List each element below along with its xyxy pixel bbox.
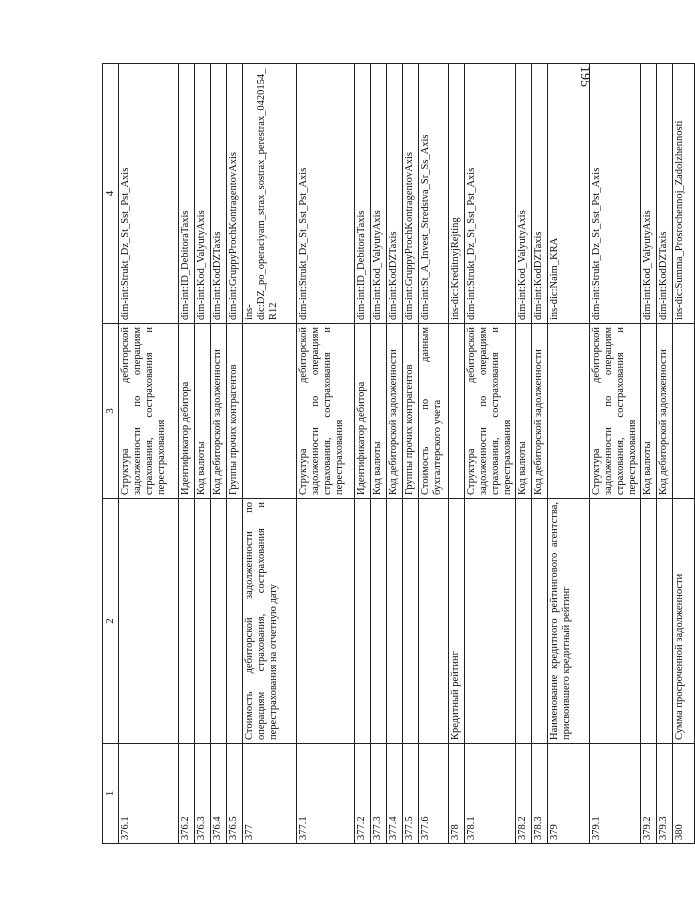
row-number-cell: 377.3 xyxy=(370,744,386,844)
row-number-cell: 376.3 xyxy=(194,744,210,844)
dimension-description-cell: Структура дебиторской задолженности по операциям страхования, сострахования и перестрахования xyxy=(589,324,640,499)
indicator-name-cell xyxy=(210,499,226,744)
row-number-cell: 380 xyxy=(673,744,695,844)
code-cell: dim-int:Strukt_Dz_St_Sst_Pst_Axis xyxy=(296,64,354,324)
table-row xyxy=(515,64,531,844)
indicator-name-cell xyxy=(296,499,354,744)
row-number-cell: 376.1 xyxy=(118,744,178,844)
indicator-name-cell: Наименование кредитного рейтингового агентства, присвоившего кредитный рейтинг xyxy=(547,499,589,744)
indicator-name-cell xyxy=(354,499,370,744)
header-cell-4: 4 xyxy=(103,64,119,324)
table-row xyxy=(464,64,515,844)
row-number-cell: 376.5 xyxy=(226,744,242,844)
header-cell-3: 3 xyxy=(103,324,119,499)
code-cell: ins-dic:KreditnyjRejting xyxy=(448,64,464,324)
indicator-name-cell xyxy=(194,499,210,744)
table-row xyxy=(354,64,370,844)
row-number-cell: 379.3 xyxy=(657,744,673,844)
dimension-description-cell xyxy=(448,324,464,499)
dimension-description-cell: Идентификатор дебитора xyxy=(354,324,370,499)
code-cell: dim-int:Kod_ValyutyAxis xyxy=(370,64,386,324)
table-row xyxy=(296,64,354,844)
code-cell: dim-int:ID_DebitoraTaxis xyxy=(178,64,194,324)
indicator-name-cell xyxy=(178,499,194,744)
row-number-cell: 377.4 xyxy=(386,744,402,844)
table-row xyxy=(531,64,547,844)
dimension-description-cell: Структура дебиторской задолженности по операциям страхования, сострахования и перестрахования xyxy=(296,324,354,499)
code-cell: dim-int:KodDZTaxis xyxy=(210,64,226,324)
indicator-name-cell xyxy=(657,499,673,744)
code-cell: ins-dic:DZ_po_operaciyam_straх_sostrax_perestrax_0420154_R12 xyxy=(242,64,296,324)
table-row xyxy=(194,64,210,844)
indicator-name-cell xyxy=(589,499,640,744)
indicator-name-cell xyxy=(531,499,547,744)
code-cell: dim-int:Kod_ValyutyAxis xyxy=(194,64,210,324)
header-row xyxy=(103,64,119,844)
dimension-description-cell: Код валюты xyxy=(641,324,657,499)
dimension-description-cell: Идентификатор дебитора xyxy=(178,324,194,499)
row-number-cell: 377.1 xyxy=(296,744,354,844)
code-cell: dim-int:Strukt_Dz_St_Sst_Pst_Axis xyxy=(118,64,178,324)
row-number-cell: 379 xyxy=(547,744,589,844)
indicator-name-cell xyxy=(402,499,418,744)
dimension-description-cell: Код дебиторской задолженности xyxy=(386,324,402,499)
code-cell: dim-int:St_A_Invest_Stredstva_Sr_Ss_Axis xyxy=(418,64,448,324)
code-cell: dim-int:GruppyProchKontragentovAxis xyxy=(226,64,242,324)
row-number-cell: 376.2 xyxy=(178,744,194,844)
table-row xyxy=(418,64,448,844)
dimension-description-cell: Стоимость по данным бухгалтерского учета xyxy=(418,324,448,499)
table-row xyxy=(210,64,226,844)
row-number-cell: 378.1 xyxy=(464,744,515,844)
row-number-cell: 378.2 xyxy=(515,744,531,844)
indicator-name-cell xyxy=(515,499,531,744)
indicator-name-cell: Сумма просроченной задолженности xyxy=(673,499,695,744)
row-number-cell: 377.2 xyxy=(354,744,370,844)
row-number-cell: 377 xyxy=(242,744,296,844)
table-row xyxy=(589,64,640,844)
dimension-description-cell: Код валюты xyxy=(370,324,386,499)
dimension-description-cell: Код дебиторской задолженности xyxy=(531,324,547,499)
dimension-description-cell: Структура дебиторской задолженности по операциям страхования, сострахования и перестрахования xyxy=(118,324,178,499)
dimension-description-cell: Группы прочих контрагентов xyxy=(226,324,242,499)
code-cell: dim-int:KodDZTaxis xyxy=(386,64,402,324)
indicator-name-cell xyxy=(370,499,386,744)
indicator-name-cell xyxy=(226,499,242,744)
indicator-name-cell xyxy=(641,499,657,744)
indicator-name-cell xyxy=(118,499,178,744)
header-cell-1: 1 xyxy=(103,744,119,844)
table-row xyxy=(657,64,673,844)
table-body xyxy=(118,64,695,844)
dimension-description-cell: Код валюты xyxy=(194,324,210,499)
dimension-description-cell: Код дебиторской задолженности xyxy=(657,324,673,499)
code-cell: dim-int:Strukt_Dz_St_Sst_Pst_Axis xyxy=(464,64,515,324)
dimension-description-cell xyxy=(673,324,695,499)
table-row xyxy=(673,64,695,844)
table-row xyxy=(547,64,589,844)
dimension-description-cell: Структура дебиторской задолженности по операциям страхования, сострахования и перестрахования xyxy=(464,324,515,499)
indicator-name-cell: Стоимость дебиторской задолженности по операциям страхования, сострахования и перестрахования на отчетную дату xyxy=(242,499,296,744)
row-number-cell: 379.1 xyxy=(589,744,640,844)
code-cell: dim-int:GruppyProchKontragentovAxis xyxy=(402,64,418,324)
table-row xyxy=(448,64,464,844)
table-row xyxy=(402,64,418,844)
code-cell: dim-int:ID_DebitoraTaxis xyxy=(354,64,370,324)
rotated-table-container xyxy=(102,64,686,844)
row-number-cell: 379.2 xyxy=(641,744,657,844)
code-cell: dim-int:KodDZTaxis xyxy=(531,64,547,324)
code-cell: dim-int:Kod_ValyutyAxis xyxy=(641,64,657,324)
dimension-description-cell xyxy=(242,324,296,499)
row-number-cell: 377.6 xyxy=(418,744,448,844)
indicator-name-cell xyxy=(418,499,448,744)
dimension-description-cell: Группы прочих контрагентов xyxy=(402,324,418,499)
row-number-cell: 378 xyxy=(448,744,464,844)
code-cell: dim-int:KodDZTaxis xyxy=(657,64,673,324)
indicator-name-cell: Кредитный рейтинг xyxy=(448,499,464,744)
row-number-cell: 376.4 xyxy=(210,744,226,844)
table-row xyxy=(226,64,242,844)
code-cell: dim-int:Strukt_Dz_St_Sst_Pst_Axis xyxy=(589,64,640,324)
table-row xyxy=(178,64,194,844)
table-row xyxy=(641,64,657,844)
dimension-description-cell: Код валюты xyxy=(515,324,531,499)
row-number-cell: 378.3 xyxy=(531,744,547,844)
code-cell: ins-dic:Summa_Prosrochennoj_Zadolzhennosti xyxy=(673,64,695,324)
dimension-description-cell xyxy=(547,324,589,499)
header-cell-2: 2 xyxy=(103,499,119,744)
table-row xyxy=(386,64,402,844)
code-cell: dim-int:Kod_ValyutyAxis xyxy=(515,64,531,324)
page-number: 195 xyxy=(577,66,592,87)
table-row xyxy=(118,64,178,844)
data-table xyxy=(102,63,695,844)
row-number-cell: 377.5 xyxy=(402,744,418,844)
indicator-name-cell xyxy=(464,499,515,744)
table-row xyxy=(370,64,386,844)
code-cell: ins-dic:Naim_KRA xyxy=(547,64,589,324)
indicator-name-cell xyxy=(386,499,402,744)
table-row xyxy=(242,64,296,844)
dimension-description-cell: Код дебиторской задолженности xyxy=(210,324,226,499)
